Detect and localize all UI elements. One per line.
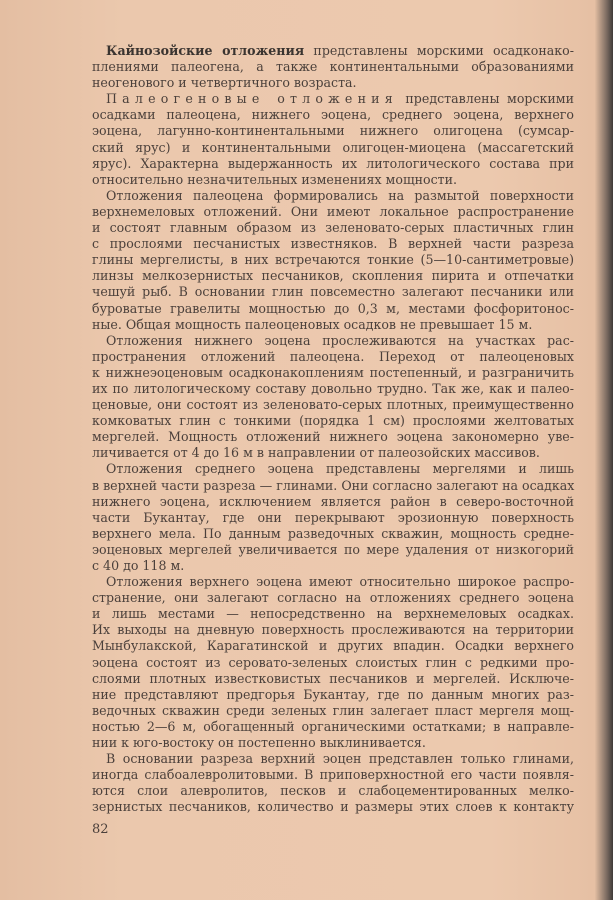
text-line: В основании разреза верхний эоцен представлен только глинами,: [106, 751, 574, 767]
text-line: их по литологическому составу довольно трудно. Так же, как и палео-: [92, 380, 574, 396]
text-line: осадками палеоцена, нижнего эоцена, среднего эоцена, верхнего: [92, 107, 574, 123]
text-line: пространения отложений палеоцена. Переход от палеоценовых: [92, 348, 574, 364]
text-line: неогенового и четвертичного возраста.: [92, 75, 357, 91]
text-line: в верхней части разреза — глинами. Они согласно залегают на осадках: [92, 477, 575, 493]
text-line: иногда слабоалевролитовыми. В приповерхностной его части появля-: [92, 767, 574, 783]
text-line: странение, они залегают согласно на отложениях среднего эоцена: [92, 590, 574, 606]
text-line: и состоят главным образом из зеленовато-серых пластичных глин: [92, 220, 574, 236]
paragraph: [92, 188, 574, 333]
body-text: [92, 43, 574, 816]
text-line: относительно незначительных изменениях мощности.: [92, 171, 458, 187]
page-number: 82: [92, 822, 109, 837]
text-line: зернистых песчаников, количество и размеры этих слоев к контакту: [92, 799, 574, 815]
text-line: и лишь местами — непосредственно на верхнемеловых осадках.: [92, 606, 574, 622]
text-line: нижнего эоцена, исключением является район в северо-восточной: [92, 493, 574, 509]
text-line: слоями плотных известковистых песчаников и мергелей. Исключе-: [92, 670, 574, 686]
text-line: ведочных скважин среди зеленых глин залегает пласт мергеля мощ-: [92, 702, 574, 718]
paragraph: [92, 91, 574, 188]
paragraph: [92, 43, 574, 91]
paragraph-lead-term: Кайнозойские отложения: [106, 43, 305, 58]
text-line: чешуй рыб. В основании глин повсеместно залегают песчаники или: [92, 284, 574, 300]
text-line: Отложения верхнего эоцена имеют относительно широкое распро-: [106, 574, 574, 590]
text-line: ние представляют предгорья Букантау, где по данным многих раз-: [92, 686, 574, 702]
text-line: [92, 91, 574, 107]
text-line: части Букантау, где они перекрывают эрозионную поверхность: [92, 509, 574, 525]
text-line: эоцена, лагунно-континентальными нижнего олигоцена (сумсар-: [92, 123, 574, 139]
text-line: верхнемеловых отложений. Они имеют локальное распространение: [92, 203, 574, 219]
paragraph: [92, 333, 574, 462]
text-line: с 40 до 118 м.: [92, 558, 185, 573]
paragraph: [92, 461, 574, 574]
text-line: буроватые гравелиты мощностью до 0,3 м, местами фосфоритонос-: [92, 300, 574, 316]
paragraph: [92, 751, 574, 815]
text-line: мергелей. Мощность отложений нижнего эоцена закономерно уве-: [92, 429, 574, 445]
text-line: Мынбулакской, Карагатинской и других впадин. Осадки верхнего: [92, 638, 574, 654]
text-line: Отложения нижнего эоцена прослеживаются на участках рас-: [106, 332, 574, 348]
text-line: ются слои алевролитов, песков и слабоцементированных мелко-: [92, 783, 574, 799]
text-line: к нижнеэоценовым осадконакоплениям постепенный, и разграничить: [92, 364, 574, 380]
text-line: плениями палеогена, а также континентальными образованиями: [92, 59, 574, 75]
text-line: эоцена состоят из серовато-зеленых слоистых глин с редкими про-: [92, 654, 574, 670]
text-line: комковатых глин с тонкими (порядка 1 см) прослоями желтоватых: [92, 413, 574, 429]
text-line: ностью 2—6 м, обогащенный органическими остатками; в направле-: [92, 718, 574, 734]
text-line: верхнего мела. По данным разведочных скважин, мощность средне-: [92, 525, 574, 541]
text-line: с прослоями песчанистых известняков. В верхней части разреза: [92, 236, 574, 252]
text-line: ценовые, они состоят из зеленовато-серых плотных, преимущественно: [92, 397, 574, 413]
paragraph-lead-term: Палеогеновые отложения: [106, 91, 398, 107]
text-line: Отложения среднего эоцена представлены мергелями и лишь: [106, 461, 574, 477]
text-line: ский ярус) и континентальными олигоцен-миоцена (массагетский: [92, 139, 574, 155]
text-line: ные. Общая мощность палеоценовых осадков не превышает 15 м.: [92, 316, 533, 332]
line-text: представлены морскими: [397, 91, 574, 107]
text-line: [92, 43, 574, 59]
text-line: Отложения палеоцена формировались на размытой поверхности: [106, 187, 574, 203]
text-line: линзы мелкозернистых песчаников, скопления пирита и отпечатки: [92, 268, 574, 284]
paragraph: [92, 574, 574, 751]
text-line: Их выходы на дневную поверхность прослеживаются на территории: [92, 622, 574, 638]
text-line: личивается от 4 до 16 м в направлении от палеозойских массивов.: [92, 445, 540, 461]
text-line: нии к юго-востоку он постепенно выклинивается.: [92, 735, 426, 751]
line-text: представлены морскими осадконако-: [304, 43, 574, 58]
text-line: глины мергелисты, в них встречаются тонкие (5—10-сантиметровые): [92, 252, 574, 268]
text-line: эоценовых мергелей увеличивается по мере удаления от низкогорий: [92, 541, 574, 557]
text-line: ярус). Характерна выдержанность их литологического состава при: [92, 155, 574, 171]
